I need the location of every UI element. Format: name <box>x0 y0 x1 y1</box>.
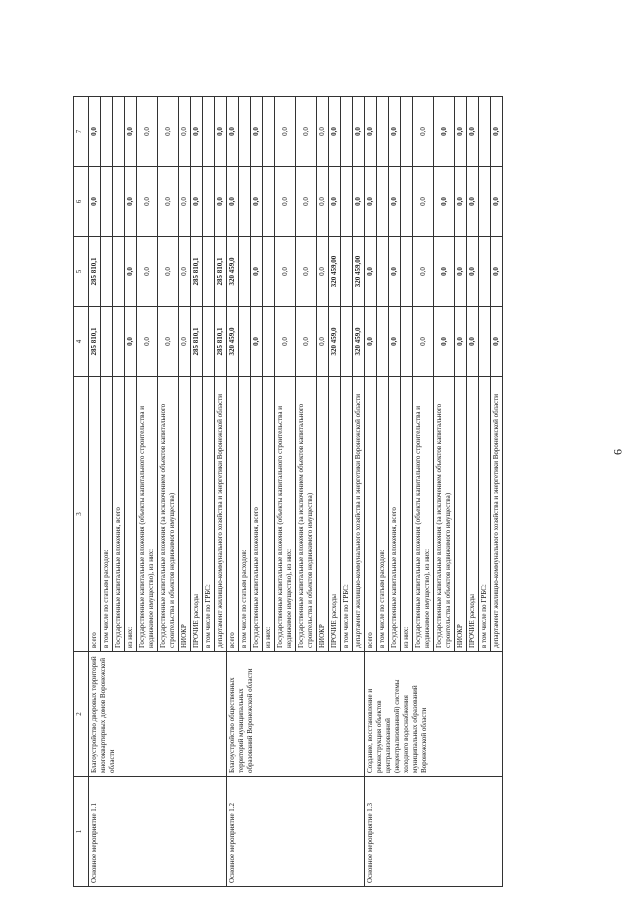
row-label-cell: Государственные капитальные вложения (за исключением объектов капитального строительства и объектов недвижимого имущества) <box>296 377 317 652</box>
value-cell: 285 810,1 <box>215 237 227 307</box>
row-label-cell: ПРОЧИЕ расходы <box>467 377 479 652</box>
value-cell: 0,0 <box>251 307 263 377</box>
value-cell: 320 459,0 <box>353 307 365 377</box>
header-cell: 7 <box>74 97 89 167</box>
value-cell <box>101 237 113 307</box>
value-cell: 0,0 <box>191 97 203 167</box>
value-cell: 0,0 <box>296 97 317 167</box>
value-cell <box>401 97 413 167</box>
value-cell: 0,0 <box>179 167 191 237</box>
value-cell: 0,0 <box>296 307 317 377</box>
header-cell: 4 <box>74 307 89 377</box>
measure-cell: Основное мероприятие 1.2 <box>227 777 365 887</box>
header-cell: 3 <box>74 377 89 652</box>
row-label-cell: в том числе по ГРБС: <box>479 377 491 652</box>
budget-table <box>73 96 503 887</box>
rotated-table-container <box>73 97 553 887</box>
value-cell: 0,0 <box>455 237 467 307</box>
value-cell <box>263 307 275 377</box>
measure-cell: Основное мероприятие 1.3 <box>365 777 503 887</box>
value-cell: 0,0 <box>365 167 377 237</box>
value-cell <box>203 237 215 307</box>
value-cell: 0,0 <box>329 97 341 167</box>
row-label-cell: из них: <box>125 377 137 652</box>
row-label-cell: Государственные капитальные вложения (объекты капитального строительства и недвижимое имущество), из них: <box>137 377 158 652</box>
value-cell <box>401 167 413 237</box>
value-cell <box>263 167 275 237</box>
value-cell: 0,0 <box>215 97 227 167</box>
value-cell: 0,0 <box>365 237 377 307</box>
value-cell <box>239 307 251 377</box>
row-label-cell: в том числе по ГРБС: <box>341 377 353 652</box>
row-label-cell: Государственные капитальные вложения (за исключением объектов капитального строительства и объектов недвижимого имущества) <box>158 377 179 652</box>
value-cell <box>341 237 353 307</box>
value-cell <box>263 97 275 167</box>
value-cell: 0,0 <box>227 167 239 237</box>
value-cell: 0,0 <box>389 307 401 377</box>
value-cell: 0,0 <box>455 167 467 237</box>
value-cell: 0,0 <box>491 237 503 307</box>
value-cell: 0,0 <box>389 167 401 237</box>
value-cell: 0,0 <box>413 167 434 237</box>
value-cell: 0,0 <box>455 97 467 167</box>
value-cell: 0,0 <box>491 97 503 167</box>
value-cell <box>341 307 353 377</box>
value-cell: 285 810,1 <box>191 307 203 377</box>
value-cell: 0,0 <box>125 167 137 237</box>
value-cell: 0,0 <box>296 237 317 307</box>
measure-cell: Основное мероприятие 1.1 <box>89 777 227 887</box>
value-cell: 0,0 <box>467 237 479 307</box>
value-cell <box>113 307 125 377</box>
value-cell <box>479 237 491 307</box>
value-cell: 0,0 <box>158 97 179 167</box>
row-label-cell: всего <box>89 377 101 652</box>
value-cell: 0,0 <box>413 97 434 167</box>
row-label-cell: всего <box>227 377 239 652</box>
value-cell <box>101 167 113 237</box>
header-cell: 2 <box>74 652 89 777</box>
table-row <box>365 97 377 887</box>
value-cell: 0,0 <box>365 307 377 377</box>
header-row <box>74 97 89 887</box>
value-cell: 320 459,0 <box>227 307 239 377</box>
value-cell <box>341 97 353 167</box>
value-cell <box>479 97 491 167</box>
value-cell: 285 810,1 <box>191 237 203 307</box>
row-label-cell: в том числе по ГРБС: <box>203 377 215 652</box>
value-cell: 0,0 <box>275 97 296 167</box>
value-cell <box>203 167 215 237</box>
value-cell: 0,0 <box>365 97 377 167</box>
row-label-cell: ПРОЧИЕ расходы <box>329 377 341 652</box>
value-cell <box>377 167 389 237</box>
value-cell: 0,0 <box>467 167 479 237</box>
header-cell: 5 <box>74 237 89 307</box>
value-cell <box>239 167 251 237</box>
value-cell: 0,0 <box>251 167 263 237</box>
row-label-cell: Государственные капитальные вложения, всего <box>389 377 401 652</box>
value-cell <box>401 307 413 377</box>
value-cell <box>113 97 125 167</box>
value-cell: 0,0 <box>434 167 455 237</box>
value-cell <box>203 97 215 167</box>
value-cell: 0,0 <box>137 167 158 237</box>
row-label-cell: НИОКР <box>179 377 191 652</box>
value-cell <box>377 97 389 167</box>
table-row <box>89 97 101 887</box>
row-label-cell: НИОКР <box>455 377 467 652</box>
value-cell: 0,0 <box>158 237 179 307</box>
value-cell: 0,0 <box>89 167 101 237</box>
value-cell: 0,0 <box>137 307 158 377</box>
value-cell: 0,0 <box>455 307 467 377</box>
measure-name-cell: Благоустройство общественных территорий муниципальных образований Воронежской области <box>227 652 365 777</box>
value-cell: 0,0 <box>413 307 434 377</box>
value-cell <box>203 307 215 377</box>
row-label-cell: в том числе по статьям расходов: <box>239 377 251 652</box>
value-cell: 0,0 <box>251 97 263 167</box>
value-cell: 0,0 <box>329 167 341 237</box>
value-cell: 0,0 <box>137 97 158 167</box>
value-cell: 0,0 <box>353 167 365 237</box>
value-cell: 0,0 <box>191 167 203 237</box>
row-label-cell: всего <box>365 377 377 652</box>
value-cell: 0,0 <box>275 237 296 307</box>
header-cell: 6 <box>74 167 89 237</box>
value-cell: 0,0 <box>434 307 455 377</box>
value-cell: 0,0 <box>215 167 227 237</box>
value-cell: 0,0 <box>137 237 158 307</box>
value-cell: 0,0 <box>179 237 191 307</box>
value-cell: 0,0 <box>251 237 263 307</box>
value-cell <box>263 237 275 307</box>
value-cell: 0,0 <box>179 307 191 377</box>
value-cell: 0,0 <box>491 307 503 377</box>
value-cell <box>377 307 389 377</box>
page-number: 6 <box>610 449 625 455</box>
value-cell <box>101 97 113 167</box>
value-cell: 0,0 <box>125 307 137 377</box>
value-cell: 0,0 <box>491 167 503 237</box>
row-label-cell: из них: <box>263 377 275 652</box>
value-cell: 0,0 <box>125 97 137 167</box>
value-cell: 0,0 <box>389 97 401 167</box>
value-cell: 0,0 <box>317 237 329 307</box>
value-cell <box>479 307 491 377</box>
value-cell <box>341 167 353 237</box>
row-label-cell: Государственные капитальные вложения, всего <box>113 377 125 652</box>
row-label-cell: из них: <box>401 377 413 652</box>
value-cell: 320 459,00 <box>329 237 341 307</box>
value-cell <box>479 167 491 237</box>
value-cell: 0,0 <box>317 97 329 167</box>
value-cell: 0,0 <box>179 97 191 167</box>
header-cell: 1 <box>74 777 89 887</box>
row-label-cell: в том числе по статьям расходов: <box>377 377 389 652</box>
row-label-cell: НИОКР <box>317 377 329 652</box>
value-cell: 0,0 <box>158 307 179 377</box>
value-cell: 285 810,1 <box>215 307 227 377</box>
measure-name-cell: Создание, восстановление и реконструкция объектов централизованной (нецентрализованной) системы холодного водоснабжения муниципальных образований Воронежской области <box>365 652 503 777</box>
value-cell <box>401 237 413 307</box>
table-row <box>227 97 239 887</box>
value-cell: 0,0 <box>353 97 365 167</box>
value-cell: 0,0 <box>227 97 239 167</box>
value-cell: 0,0 <box>389 237 401 307</box>
value-cell: 0,0 <box>434 97 455 167</box>
value-cell: 0,0 <box>434 237 455 307</box>
value-cell: 0,0 <box>275 167 296 237</box>
value-cell <box>113 167 125 237</box>
row-label-cell: в том числе по статьям расходов: <box>101 377 113 652</box>
value-cell <box>113 237 125 307</box>
value-cell <box>377 237 389 307</box>
value-cell: 285 810,1 <box>89 237 101 307</box>
value-cell <box>239 237 251 307</box>
table-body <box>89 97 503 887</box>
value-cell: 0,0 <box>296 167 317 237</box>
value-cell: 320 459,0 <box>227 237 239 307</box>
value-cell: 320 459,0 <box>329 307 341 377</box>
row-label-cell: Государственные капитальные вложения (объекты капитального строительства и недвижимое имущество), из них: <box>413 377 434 652</box>
row-label-cell: Государственные капитальные вложения (объекты капитального строительства и недвижимое имущество), из них: <box>275 377 296 652</box>
row-label-cell: департамент жилищно-коммунального хозяйства и энергетики Воронежской области <box>353 377 365 652</box>
value-cell: 0,0 <box>317 167 329 237</box>
row-label-cell: Государственные капитальные вложения, всего <box>251 377 263 652</box>
value-cell: 0,0 <box>467 307 479 377</box>
row-label-cell: департамент жилищно-коммунального хозяйства и энергетики Воронежской области <box>491 377 503 652</box>
value-cell: 285 810,1 <box>89 307 101 377</box>
value-cell: 320 459,00 <box>353 237 365 307</box>
value-cell <box>101 307 113 377</box>
row-label-cell: Государственные капитальные вложения (за исключением объектов капитального строительства и объектов недвижимого имущества) <box>434 377 455 652</box>
row-label-cell: ПРОЧИЕ расходы <box>191 377 203 652</box>
value-cell: 0,0 <box>158 167 179 237</box>
value-cell: 0,0 <box>317 307 329 377</box>
measure-name-cell: Благоустройство дворовых территорий многоквартирных домов Воронежской области <box>89 652 227 777</box>
value-cell: 0,0 <box>275 307 296 377</box>
value-cell <box>239 97 251 167</box>
value-cell: 0,0 <box>413 237 434 307</box>
row-label-cell: департамент жилищно-коммунального хозяйства и энергетики Воронежской области <box>215 377 227 652</box>
value-cell: 0,0 <box>467 97 479 167</box>
value-cell: 0,0 <box>125 237 137 307</box>
value-cell: 0,0 <box>89 97 101 167</box>
